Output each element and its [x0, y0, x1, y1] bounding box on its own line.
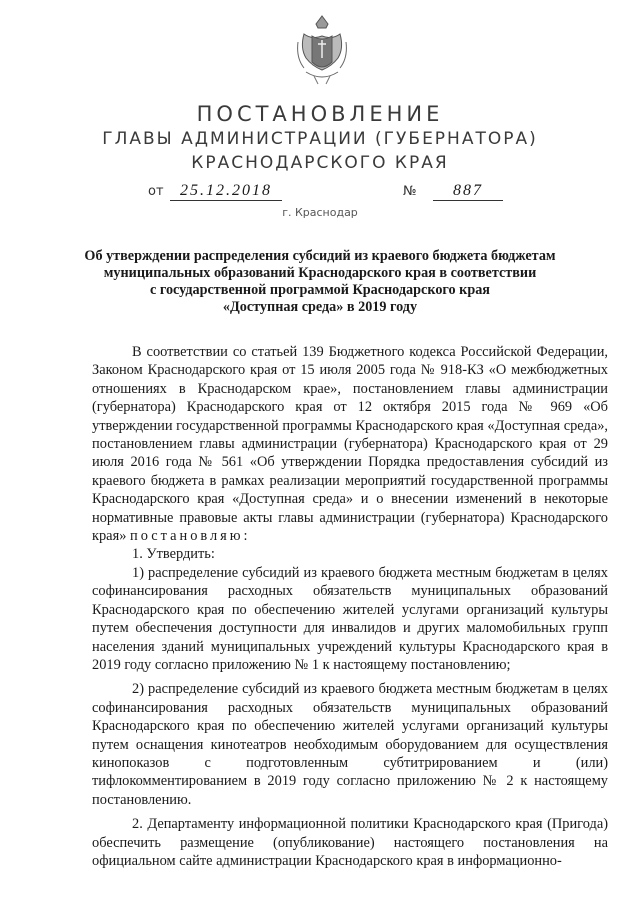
issuer-line-2: КРАСНОДАРСКОГО КРАЯ	[191, 153, 449, 173]
coat-of-arms-emblem	[296, 14, 348, 86]
item-1-2: 2) распределение субсидий из краевого бюджета местным бюджетам в целях софинансирования расходных обязательств муниципальных образований Краснодарского края по обеспечению жителей услугами организаций культуры путем оснащения кинотеатров необходимым оборудованием для осуществления кинопоказов с подготовленным субтитрированием и (или) тифлокомментированием в 2019 году согласно приложению № 2 к настоящему постановлению.	[92, 681, 608, 808]
preamble-text: В соответствии со статьей 139 Бюджетного кодекса Российской Федерации, Законом Краснодарского края от 15 июля 2005 года № 918-КЗ «О межбюджетных отношениях в Краснодарском крае», постановлением главы администрации (губернатора) Краснодарского края от 12 октября 2015 года № 969 «Об утверждении государственной программы Краснодарского края «Доступная среда», постановлением главы администрации (губернатора) Краснодарского края от 29 июля 2016 года № 561 «Об утверждении Порядка предоставления субсидий из краевого бюджета в рамках реализации мероприятий государственной программы Краснодарского края «Доступная среда» и о внесении изменений в некоторые нормативные правовые акты главы администрации (губернатора) Краснодарского края»	[92, 344, 608, 545]
issuer-line-1: ГЛАВЫ АДМИНИСТРАЦИИ (ГУБЕРНАТОРА)	[102, 129, 538, 149]
document-date: 25.12.2018	[170, 182, 282, 201]
title-line: Об утверждении распределения субсидий из краевого бюджета бюджетам	[84, 248, 556, 264]
page-title: ПОСТАНОВЛЕНИЕ	[196, 102, 444, 126]
title-line: «Доступная среда» в 2019 году	[222, 299, 418, 315]
date-number-line	[148, 182, 568, 204]
city-label: г. Краснодар	[282, 206, 358, 219]
document-body	[92, 343, 608, 870]
title-line: муниципальных образований Краснодарского края в соответствии	[103, 265, 537, 281]
date-prefix: от	[148, 184, 164, 199]
preamble-paragraph	[92, 343, 608, 545]
document-number: 887	[433, 182, 503, 201]
item-2: 2. Департаменту информационной политики Краснодарского края (Пригода) обеспечить размещение (опубликование) настоящего постановления на официальном сайте администрации Краснодарского края в информационно-	[92, 816, 608, 869]
document-title	[80, 248, 560, 316]
item-1-1: 1) распределение субсидий из краевого бюджета местным бюджетам в целях софинансирования расходных обязательств муниципальных образований Краснодарского края по обеспечению жителей услугами организаций культуры путем обеспечения доступности для инвалидов и других маломобильных групп населения зданий муниципальных учреждений культуры Краснодарского края в 2019 году согласно приложению № 1 к настоящему постановлению;	[92, 564, 608, 673]
resolve-word: постановляю:	[130, 528, 251, 545]
item-1: 1. Утвердить:	[132, 546, 215, 563]
title-line: с государственной программой Краснодарского края	[150, 282, 490, 298]
number-prefix: №	[403, 184, 417, 199]
